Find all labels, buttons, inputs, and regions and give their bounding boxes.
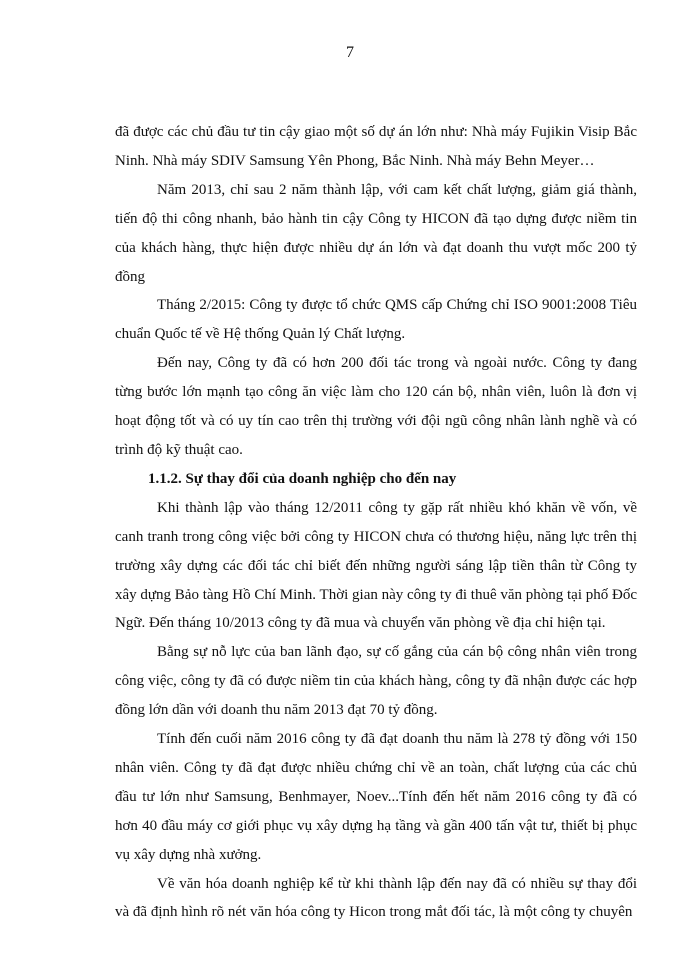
paragraph-continuation: đã được các chủ đầu tư tin cậy giao một số dự án lớn như: Nhà máy Fujikin Visip Bắc Ninh. Nhà máy SDIV Samsung Yên Phong, Bắc Ninh. Nhà máy Behn Meyer…	[115, 124, 637, 169]
paragraph-current-status: Đến nay, Công ty đã có hơn 200 đối tác trong và ngoài nước. Công ty đang từng bước lớn mạnh tạo công ăn việc làm cho 120 cán bộ, nhân viên, luôn là đơn vị hoạt động tốt và có uy tín cao trên thị trường với đội ngũ công nhân lành nghề và có trình độ kỹ thuật cao.	[115, 355, 637, 458]
page-number: 7	[346, 44, 354, 61]
paragraph-iso-certificate: Tháng 2/2015: Công ty được tổ chức QMS cấp Chứng chỉ ISO 9001:2008 Tiêu chuẩn Quốc tế về Hệ thống Quản lý Chất lượng.	[115, 297, 637, 343]
paragraph-founding: Khi thành lập vào tháng 12/2011 công ty gặp rất nhiều khó khăn về vốn, về canh tranh trong công việc bởi công ty HICON chưa có thương hiệu, năng lực trên thị trường xây dựng các đối tác chỉ biết đến những người sáng lập tiền thân từ Công ty xây dựng Bảo tàng Hồ Chí Minh. Thời gian này công ty đi thuê văn phòng tại phố Đốc Ngữ. Đến tháng 10/2013 công ty đã mua và chuyển văn phòng về địa chỉ hiện tại.	[115, 499, 637, 632]
section-heading: 1.1.2. Sự thay đổi của doanh nghiệp cho đến nay	[148, 470, 457, 487]
paragraph-efforts: Bằng sự nỗ lực của ban lãnh đạo, sự cố gắng của cán bộ công nhân viên trong công việc, công ty đã có được niềm tin của khách hàng, công ty đã nhận được các hợp đồng lớn dần với doanh thu năm 2013 đạt 70 tỷ đồng.	[115, 644, 637, 719]
paragraph-corporate-culture: Về văn hóa doanh nghiệp kể từ khi thành lập đến nay đã có nhiều sự thay đổi và đã định hình rõ nét văn hóa công ty Hicon trong mắt đối tác, là một công ty chuyên	[115, 875, 637, 921]
document-body	[115, 118, 637, 927]
paragraph-2013-milestone: Năm 2013, chỉ sau 2 năm thành lập, với cam kết chất lượng, giảm giá thành, tiến độ thi công nhanh, bảo hành tin cậy Công ty HICON đã tạo dựng được niềm tin của khách hàng, thực hiện được nhiều dự án lớn và đạt doanh thu vượt mốc 200 tỷ đồng	[115, 181, 637, 285]
paragraph-2016-revenue: Tính đến cuối năm 2016 công ty đã đạt doanh thu năm là 278 tỷ đồng với 150 nhân viên. Công ty đã đạt được nhiều chứng chỉ về an toàn, chất lượng của các chủ đầu tư lớn như Samsung, Benhmayer, Noev...Tính đến hết năm 2016 công ty đã có hơn 40 đầu máy cơ giới phục vụ xây dựng hạ tầng và gần 400 tấn vật tư, thiết bị phục vụ xây dựng nhà xưởng.	[115, 731, 637, 863]
